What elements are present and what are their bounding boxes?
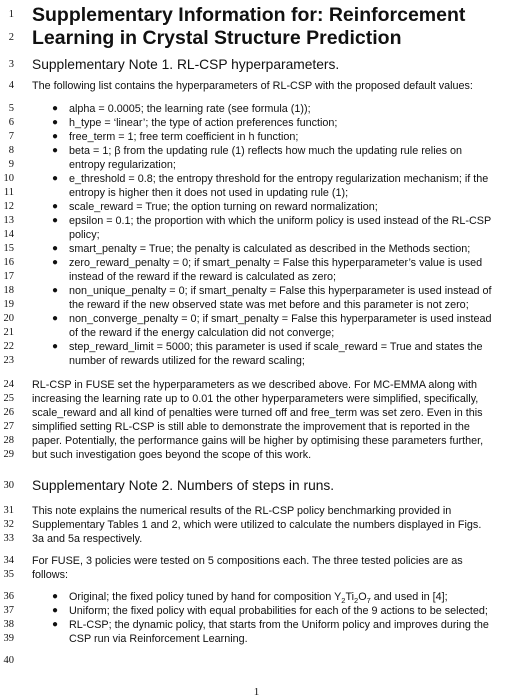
line-number: 18 — [3, 285, 14, 296]
paragraph-line: paper. Potentially, the performance gains will be higher by optimising these parameters further, — [32, 435, 484, 447]
hyperparam-item: beta = 1; β from the updating rule (1) reflects how much the updating rule relies on — [69, 145, 463, 157]
section-heading-note1: Supplementary Note 1. RL-CSP hyperparameters. — [32, 57, 340, 72]
hyperparam-item-continued: the reward if the new observed state was met before and this parameter is not zero; — [69, 299, 469, 311]
line-number: 7 — [8, 131, 14, 142]
line-number: 37 — [3, 605, 14, 616]
bullet-icon: ● — [52, 619, 59, 630]
line-number: 40 — [3, 655, 14, 666]
line-number: 10 — [3, 173, 14, 184]
policy-item-rlcsp: RL-CSP; the dynamic policy, that starts from the Uniform policy and improves during the — [69, 619, 489, 631]
bullet-icon: ● — [52, 243, 59, 254]
line-number: 34 — [3, 555, 14, 566]
paragraph-line: For FUSE, 3 policies were tested on 5 compositions each. The three tested policies are as — [32, 555, 463, 567]
line-number: 35 — [3, 569, 14, 580]
bullet-icon: ● — [52, 605, 59, 616]
line-number: 3 — [8, 59, 14, 70]
line-number: 5 — [8, 103, 14, 114]
line-number: 29 — [3, 449, 14, 460]
paragraph-line: This note explains the numerical results of the RL-CSP policy benchmarking provided in — [32, 505, 452, 517]
page-title-line-2: Learning in Crystal Structure Prediction — [32, 27, 402, 49]
line-number: 32 — [3, 519, 14, 530]
paragraph-line: scale_reward and all kind of penalties were turned off and free_term was set zero. Even in this — [32, 407, 483, 419]
policy-item-rlcsp-continued: CSP run via Reinforcement Learning. — [69, 633, 248, 645]
bullet-icon: ● — [52, 591, 59, 602]
hyperparam-item-continued: number of rewards utilized for the reward scaling; — [69, 355, 305, 367]
paragraph-line: Supplementary Tables 1 and 2, which were utilized to calculate the numbers displayed in Figs. — [32, 519, 482, 531]
line-number: 17 — [3, 271, 14, 282]
line-number: 16 — [3, 257, 14, 268]
line-number: 9 — [8, 159, 14, 170]
hyperparam-item-continued: of the reward if the energy calculation did not converge; — [69, 327, 335, 339]
line-number: 20 — [3, 313, 14, 324]
line-number: 26 — [3, 407, 14, 418]
line-number: 28 — [3, 435, 14, 446]
bullet-icon: ● — [52, 215, 59, 226]
paragraph-line: increasing the learning rate up to 0.01 the other hyperparameters were simplified, specifically, — [32, 393, 479, 405]
line-number: 27 — [3, 421, 14, 432]
hyperparam-item: non_converge_penalty = 0; if smart_penalty = False this hyperparameter is used instead — [69, 313, 492, 325]
hyperparam-item: smart_penalty = True; the penalty is calculated as described in the Methods section; — [69, 243, 471, 255]
hyperparam-item-continued: entropy is higher then it does not used in updating rule (1); — [69, 187, 349, 199]
line-number: 31 — [3, 505, 14, 516]
line-number: 2 — [8, 32, 14, 43]
bullet-icon: ● — [52, 313, 59, 324]
line-number: 8 — [8, 145, 14, 156]
line-number: 13 — [3, 215, 14, 226]
hyperparam-item: h_type = ‘linear’; the type of action preferences function; — [69, 117, 338, 129]
line-number: 23 — [3, 355, 14, 366]
bullet-icon: ● — [52, 285, 59, 296]
hyperparam-item-continued: policy; — [69, 229, 100, 241]
bullet-icon: ● — [52, 131, 59, 142]
line-number: 30 — [3, 480, 14, 491]
paragraph-line: 3a and 5a respectively. — [32, 533, 143, 545]
line-number: 6 — [8, 117, 14, 128]
line-number: 25 — [3, 393, 14, 404]
hyperparam-item-continued: instead of the reward if the reward is calculated as zero; — [69, 271, 337, 283]
bullet-icon: ● — [52, 201, 59, 212]
policy-item-original: Original; the fixed policy tuned by hand for composition $Y_2Ti_2O_7$ and used in [4]; — [69, 591, 448, 606]
paragraph-line: follows: — [32, 569, 69, 581]
bullet-icon: ● — [52, 341, 59, 352]
line-number: 24 — [3, 379, 14, 390]
page-title-line-1: Supplementary Information for: Reinforcement — [32, 4, 466, 26]
bullet-icon: ● — [52, 117, 59, 128]
hyperparam-item: non_unique_penalty = 0; if smart_penalty = False this hyperparameter is used instead of — [69, 285, 492, 297]
hyperparam-item: e_threshold = 0.8; the entropy threshold for the entropy regularization mechanism; if the — [69, 173, 489, 185]
line-number: 14 — [3, 229, 14, 240]
bullet-icon: ● — [52, 257, 59, 268]
paragraph-line: simplified setting RL-CSP is still able to demonstrate the improvement that is reported in the — [32, 421, 470, 433]
bullet-icon: ● — [52, 145, 59, 156]
hyperparam-item: step_reward_limit = 5000; this parameter is used if scale_reward = True and states the — [69, 341, 483, 353]
line-number: 11 — [3, 187, 14, 198]
section-heading-note2: Supplementary Note 2. Numbers of steps in runs. — [32, 478, 335, 493]
line-number: 39 — [3, 633, 14, 644]
hyperparam-item-continued: entropy regularization; — [69, 159, 176, 171]
hyperparam-item: free_term = 1; free term coefficient in h function; — [69, 131, 299, 143]
paragraph-line: but such investigation goes beyond the scope of this work. — [32, 449, 312, 461]
line-number: 33 — [3, 533, 14, 544]
line-number: 22 — [3, 341, 14, 352]
hyperparam-item: scale_reward = True; the option turning on reward normalization; — [69, 201, 378, 213]
bullet-icon: ● — [52, 173, 59, 184]
line-number: 19 — [3, 299, 14, 310]
line-number: 38 — [3, 619, 14, 630]
policy-item-uniform: Uniform; the fixed policy with equal probabilities for each of the 9 actions to be selected; — [69, 605, 488, 617]
hyperparam-item: alpha = 0.0005; the learning rate (see formula (1)); — [69, 103, 311, 115]
line-number: 4 — [8, 80, 14, 91]
line-number: 36 — [3, 591, 14, 602]
line-number: 12 — [3, 201, 14, 212]
line-number: 21 — [3, 327, 14, 338]
line-number: 1 — [8, 9, 14, 20]
paragraph-line: RL-CSP in FUSE set the hyperparameters as we described above. For MC-EMMA along with — [32, 379, 478, 391]
line-number: 15 — [3, 243, 14, 254]
page-number: 1 — [253, 686, 260, 698]
bullet-icon: ● — [52, 103, 59, 114]
hyperparam-item: epsilon = 0.1; the proportion with which the uniform policy is used instead of the RL-CSP — [69, 215, 492, 227]
note1-intro: The following list contains the hyperparameters of RL-CSP with the proposed default values: — [32, 80, 473, 92]
hyperparam-item: zero_reward_penalty = 0; if smart_penalty = False this hyperparameter’s value is used — [69, 257, 483, 269]
